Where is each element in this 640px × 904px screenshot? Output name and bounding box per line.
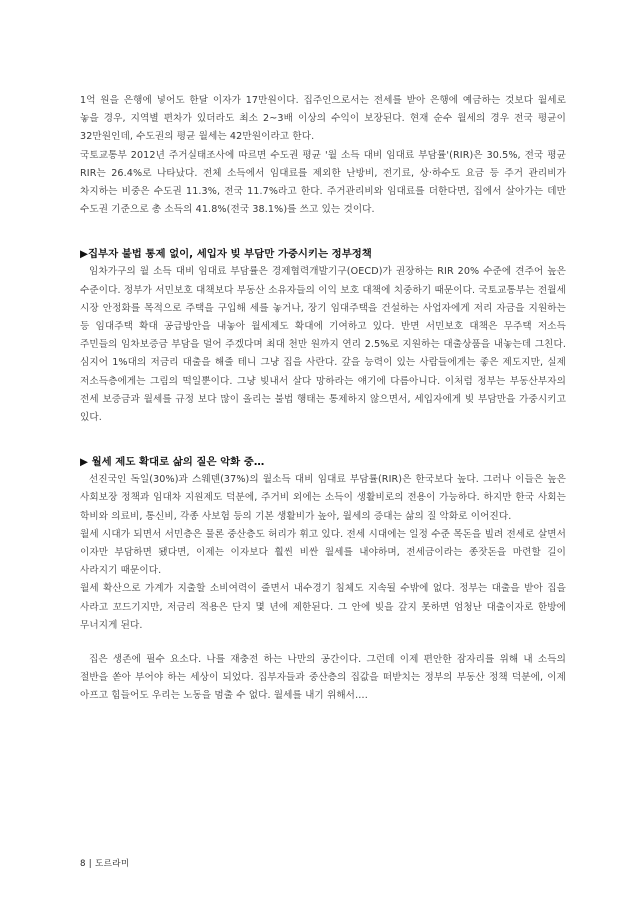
- document-body: [80, 92, 566, 706]
- page-footer: 8 | 도르라미: [80, 859, 130, 869]
- spacer: [80, 219, 566, 245]
- body-paragraph: 임차가구의 월 소득 대비 임대료 부담률은 경제협력개발기구(OECD)가 권장하는 RIR 20% 수준에 견주어 높은 수준이다. 정부가 서민보호 대책보다 부동산 소유자들의 이익 보호 대책에 치중하기 때문이다. 국토교통부는 전월세 시장 안정화를 목적으로 주택을 구입해 세를 놓거나, 장기 임대주택을 건설하는 사업자에게 저리 자금을 지원하는 등 임대주택 확대 공급방안을 내놓아 월세제도 확대에 기여하고 있다. 반면 서민보호 대책은 무주택 저소득 주민들의 임차보증금 부담을 덜어 주겠다며 최대 천만 원까지 연리 2.5%로 지원하는 대출상품을 내놓는데 그친다. 심지어 1%대의 저금리 대출을 해줄 테니 그냥 집을 사란다. 갚을 능력이 있는 사람들에게는 좋은 제도지만, 실제 저소득층에게는 그림의 떡일뿐이다. 그냥 빚내서 살다 망하라는 얘기에 다름아니다. 이처럼 정부는 부동산부자의 전세 보증금과 월세를 규정 보다 많이 올리는 불법 행태는 통제하지 않으면서, 세입자에게 빚 부담만을 가중시키고 있다.: [80, 266, 566, 424]
- spacer: [80, 427, 566, 453]
- body-paragraph: 월세 확산으로 가계가 지출할 소비여력이 줄면서 내수경기 침체도 지속될 수밖에 없다. 정부는 대출을 받아 집을 사라고 꼬드기지만, 저금리 적용은 단지 몇 년에 제한된다. 그 안에 빚을 갚지 못하면 엄청난 대출이자로 한방에 무너지게 된다.: [80, 583, 566, 631]
- body-paragraph: 국토교통부 2012년 주거실태조사에 따르면 수도권 평균 '월 소득 대비 임대료 부담률'(RIR)은 30.5%, 전국 평균 RIR는 26.4%로 나타났다. 전체 소득에서 임대료를 제외한 난방비, 전기료, 상·하수도 요금 등 주거 관리비가 차지하는 비중은 수도권 11.3%, 전국 11.7%라고 한다. 주거관리비와 임대료를 더한다면, 집에서 살아가는 데만 수도권 기준으로 총 소득의 41.8%(전국 38.1%)를 쓰고 있는 것이다.: [80, 149, 566, 216]
- closing-paragraph: 집은 생존에 필수 요소다. 나를 재충전 하는 나만의 공간이다. 그런데 이제 편안한 잠자리를 위해 내 소득의 절반을 쏟아 부어야 하는 세상이 되었다. 집부자들과 중산층의 집값을 떠받치는 정부의 부동산 정책 덕분에, 이제 아프고 힘들어도 우리는 노동을 멈출 수 없다. 월세를 내기 위해서….: [80, 654, 566, 702]
- body-paragraph: 1억 원을 은행에 넣어도 한달 이자가 17만원이다. 집주인으로서는 전세를 받아 은행에 예금하는 것보다 월세로 놓을 경우, 지역별 편차가 있더라도 최소 2~3배 이상의 수익이 보장된다. 현재 순수 월세의 경우 전국 평균이 32만원인데, 수도권의 평균 월세는 42만원이라고 한다.: [80, 95, 566, 143]
- section-heading-monthly-rent: ▶ 월세 제도 확대로 삶의 질은 악화 중…: [80, 456, 265, 469]
- section-heading-policy: ▶집부자 불법 통제 없이, 세입자 빚 부담만 가중시키는 정부정책: [80, 248, 372, 261]
- body-paragraph: 월세 시대가 되면서 서민층은 물론 중산층도 허리가 휘고 있다. 전세 시대에는 일정 수준 목돈을 빌려 전세로 살면서 이자만 부담하면 됐다면, 이제는 이자보다 훨씬 비싼 월세를 내야하며, 전세금이라는 종잣돈을 마련할 길이 사라지기 때문이다.: [80, 528, 566, 577]
- spacer: [80, 635, 566, 651]
- body-paragraph: 선진국인 독일(30%)과 스웨덴(37%)의 월소득 대비 임대료 부담률(RIR)은 한국보다 높다. 그러나 이들은 높은 사회보장 정책과 임대차 지원제도 덕분에, 주거비 외에는 소득이 생활비로의 전용이 가능하다. 하지만 한국 사회는 학비와 의료비, 통신비, 각종 사보험 등의 기본 생활비가 높아, 월세의 증대는 삶의 질 악화로 이어진다.: [80, 474, 566, 522]
